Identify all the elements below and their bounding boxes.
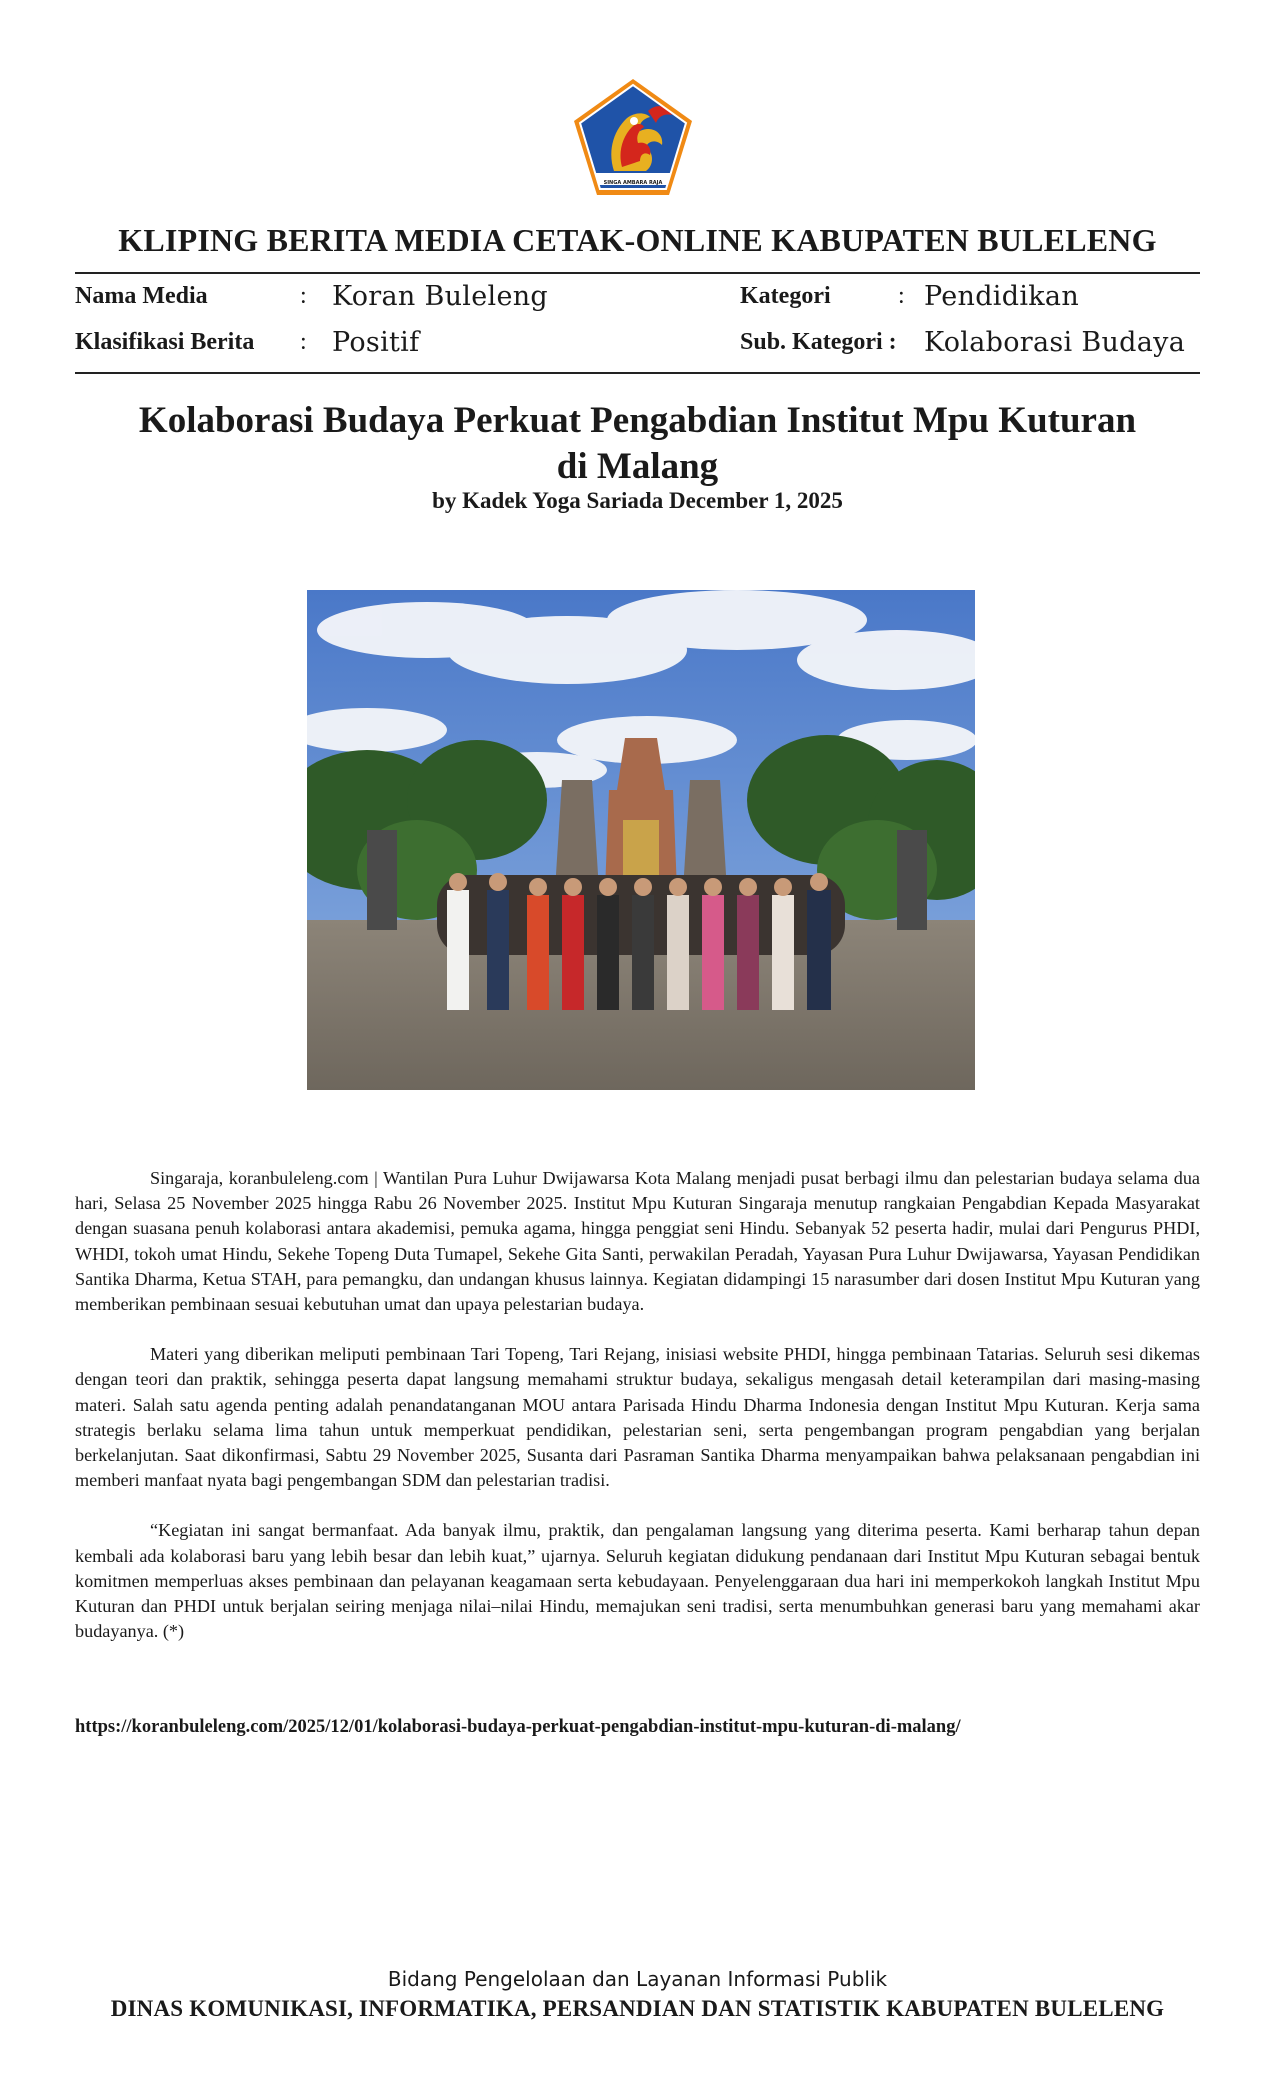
clipping-title: KLIPING BERITA MEDIA CETAK-ONLINE KABUPATEN BULELENG <box>118 222 1157 258</box>
headline-line-1: Kolaborasi Budaya Perkuat Pengabdian Institut Mpu Kuturan <box>138 400 1137 441</box>
meta-label-sub-kategori: Sub. Kategori : <box>740 329 897 355</box>
meta-value-klasifikasi: Positif <box>332 327 420 358</box>
logo-caption: SINGA AMBARA RAJA <box>603 180 663 186</box>
meta-colon: : <box>898 283 905 309</box>
meta-label-kategori: Kategori <box>740 283 831 309</box>
meta-value-kategori: Pendidikan <box>924 281 1080 312</box>
article-paragraph-3: “Kegiatan ini sangat bermanfaat. Ada banyak ilmu, praktik, dan pengalaman langsung yang diterima peserta. Kami berharap tahun depan kembali ada kolaborasi baru yang lebih besar dan lebih kuat,” ujarnya. Seluruh kegiatan didukung pendanaan dari Institut Mpu Kuturan sebagai bentuk komitmen memperluas akses pembinaan dan pelayanan keagamaan serta kebudayaan. Penyelenggaraan dua hari ini memperkokoh langkah Institut Mpu Kuturan dan PHDI untuk berjalan seiring menjaga nilai–nilai Hindu, memajukan seni tradisi, serta menumbuhkan generasi baru yang memahami akar budayanya. (*) <box>75 1520 1200 1642</box>
article-paragraph-1: Singaraja, koranbuleleng.com | Wantilan Pura Luhur Dwijawarsa Kota Malang menjadi pusat berbagi ilmu dan pelestarian budaya selama dua hari, Selasa 25 November 2025 hingga Rabu 26 November 2025. Institut Mpu Kuturan Singaraja menutup rangkaian Pengabdian Kepada Masyarakat dengan suasana penuh kolaborasi antara akademisi, pemuka agama, hingga penggiat seni Hindu. Sebanyak 52 peserta hadir, mulai dari Pengurus PHDI, WHDI, tokoh umat Hindu, Sekehe Topeng Duta Tumapel, Sekehe Gita Santi, perwakilan Peradah, Yayasan Pura Luhur Dwijawarsa, Yayasan Pendidikan Santika Dharma, Ketua STAH, para pemangku, dan undangan khusus lainnya. Kegiatan didampingi 15 narasumber dari dosen Institut Mpu Kuturan yang memberikan pembinaan sesuai kebutuhan umat dan upaya pelestarian budaya. <box>75 1168 1200 1315</box>
header-rule-bottom <box>75 372 1200 374</box>
article-headline <box>75 398 1200 490</box>
article-paragraph-2: Materi yang diberikan meliputi pembinaan Tari Topeng, Tari Rejang, inisiasi website PHDI, hingga pembinaan Tatarias. Seluruh sesi dikemas dengan teori dan praktik, sehingga peserta dapat langsung memahami struktur budaya, sekaligus mengasah detail keterampilan dari masing-masing materi. Salah satu agenda penting adalah penandatanganan MOU antara Parisada Hindu Dharma Indonesia dengan Institut Mpu Kuturan. Kerja sama strategis berlaku selama lima tahun untuk memperkuat pendidikan, pelestarian seni, serta pengembangan program pengabdian yang berjalan berkelanjutan. Saat dikonfirmasi, Sabtu 29 November 2025, Susanta dari Pasraman Santika Dharma menyampaikan bahwa pelaksanaan pengabdian ini memberi manfaat nyata bagi pengembangan SDM dan pelestarian tradisi. <box>75 1344 1200 1491</box>
article-body <box>75 1166 1200 1669</box>
article-byline: by Kadek Yoga Sariada December 1, 2025 <box>432 488 843 513</box>
headline-line-2: di Malang <box>556 446 719 487</box>
source-url-link[interactable]: https://koranbuleleng.com/2025/12/01/kolaborasi-budaya-perkuat-pengabdian-institut-mpu-kuturan-di-malang/ <box>75 1717 961 1737</box>
meta-colon: : <box>300 283 307 309</box>
footer-agency-name: DINAS KOMUNIKASI, INFORMATIKA, PERSANDIAN DAN STATISTIK KABUPATEN BULELENG <box>110 1996 1165 2021</box>
meta-colon: : <box>300 329 307 355</box>
meta-value-nama-media: Koran Buleleng <box>332 281 549 312</box>
header-rule-top <box>75 272 1200 274</box>
meta-value-sub-kategori: Kolaborasi Budaya <box>924 327 1186 358</box>
footer-unit-name: Bidang Pengelolaan dan Layanan Informasi Publik <box>387 1967 888 1991</box>
article-photo <box>307 590 975 1090</box>
meta-label-klasifikasi: Klasifikasi Berita <box>75 329 255 355</box>
meta-label-nama-media: Nama Media <box>75 283 208 309</box>
